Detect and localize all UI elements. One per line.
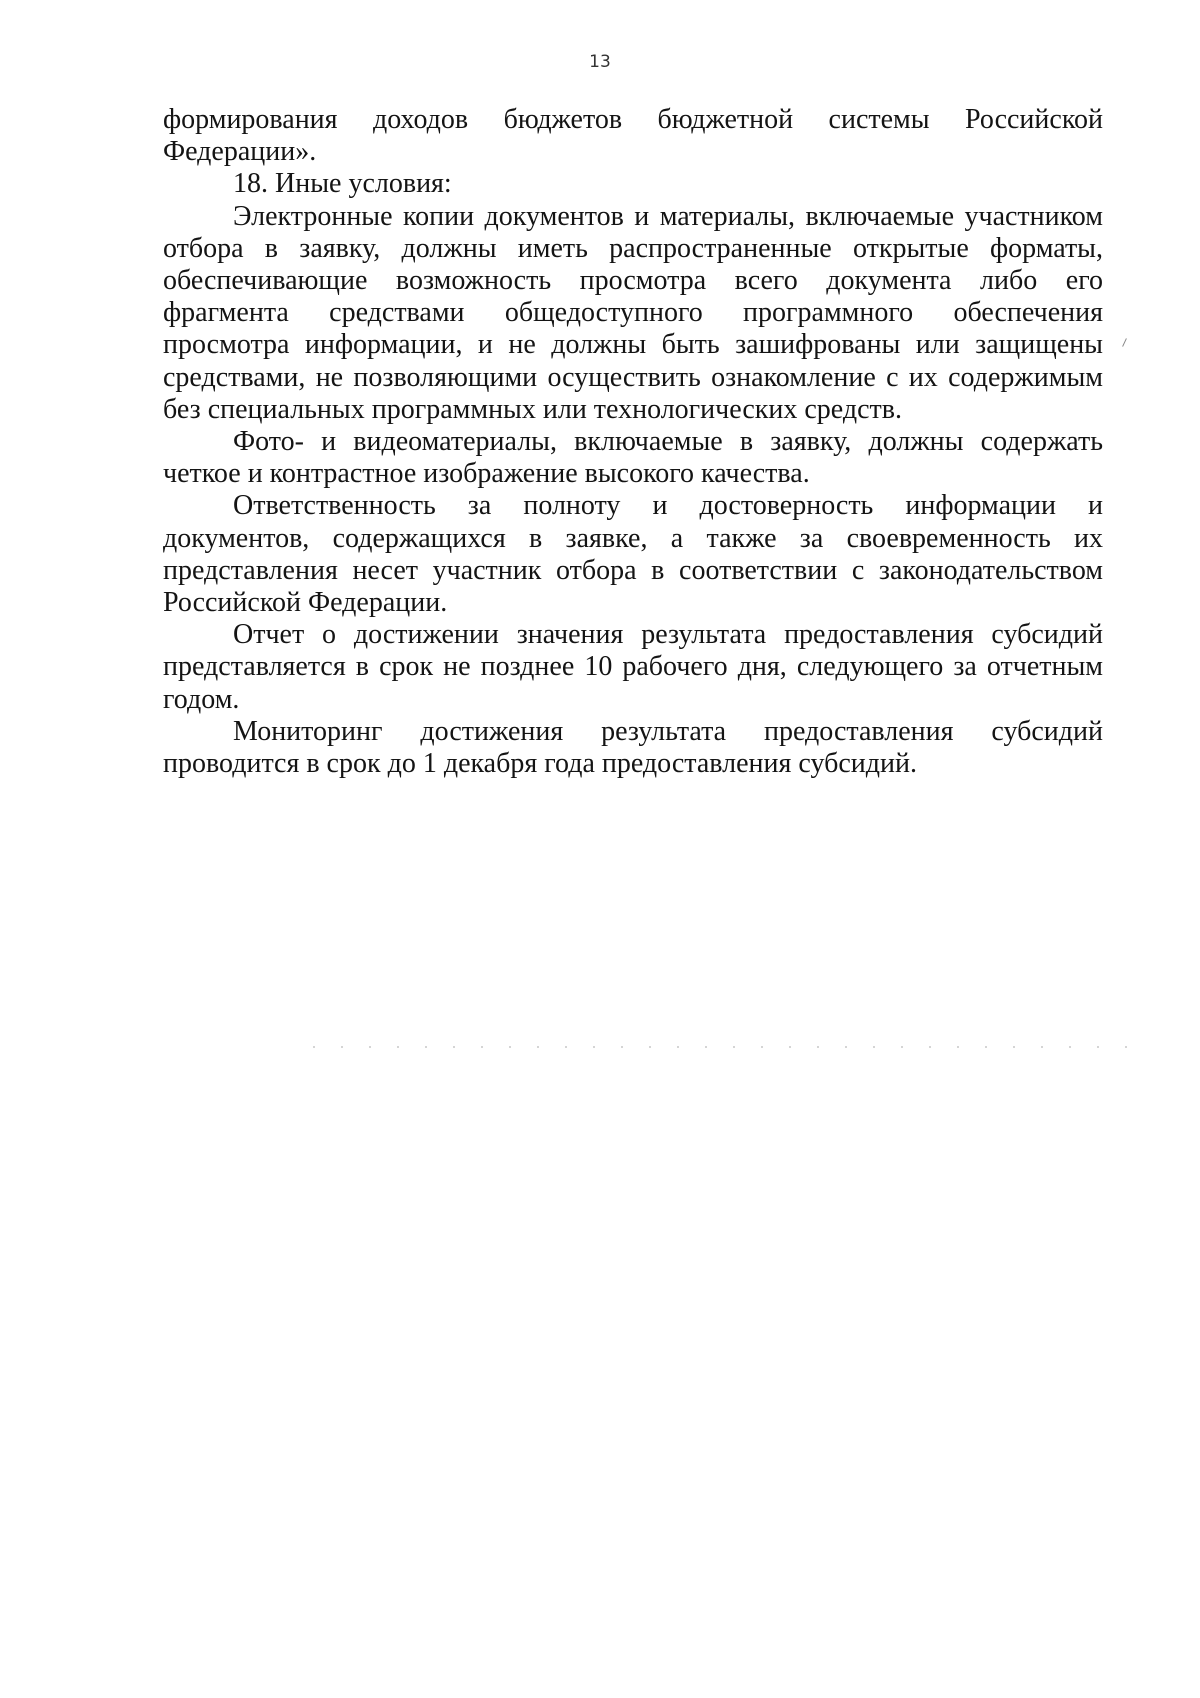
paragraph-photo-video: Фото- и видеоматериалы, включаемые в заявку, должны содержать четкое и контрастное изображение высокого качества. bbox=[163, 426, 1103, 490]
scan-artifact-dots bbox=[300, 1046, 1140, 1048]
paragraph-report: Отчет о достижении значения результата предоставления субсидий представляется в срок не позднее 10 рабочего дня, следующего за отчетным годом. bbox=[163, 619, 1103, 715]
paragraph-electronic-copies: Электронные копии документов и материалы, включаемые участником отбора в заявку, должны иметь распространенные открытые форматы, обеспечивающие возможность просмотра всего документа либо его фрагмента средствами общедоступного программного обеспечения просмотра информации, и не должны быть зашифрованы или защищены средствами, не позволяющими осуществить ознакомление с их содержимым без специальных программных или технологических средств. bbox=[163, 200, 1103, 425]
paragraph-continuation: формирования доходов бюджетов бюджетной системы Российской Федерации». bbox=[163, 104, 1103, 168]
section-heading-18: 18. Иные условия: bbox=[233, 168, 452, 200]
paragraph-responsibility: Ответственность за полноту и достоверность информации и документов, содержащихся в заявке, а также за своевременность их представления несет участник отбора в соответствии с законодательством Российской Федерации. bbox=[163, 490, 1103, 619]
scan-mark bbox=[1122, 338, 1127, 347]
document-body bbox=[163, 104, 1103, 780]
paragraph-monitoring: Мониторинг достижения результата предоставления субсидий проводится в срок до 1 декабря года предоставления субсидий. bbox=[163, 715, 1103, 780]
page-number: 13 bbox=[589, 52, 611, 72]
